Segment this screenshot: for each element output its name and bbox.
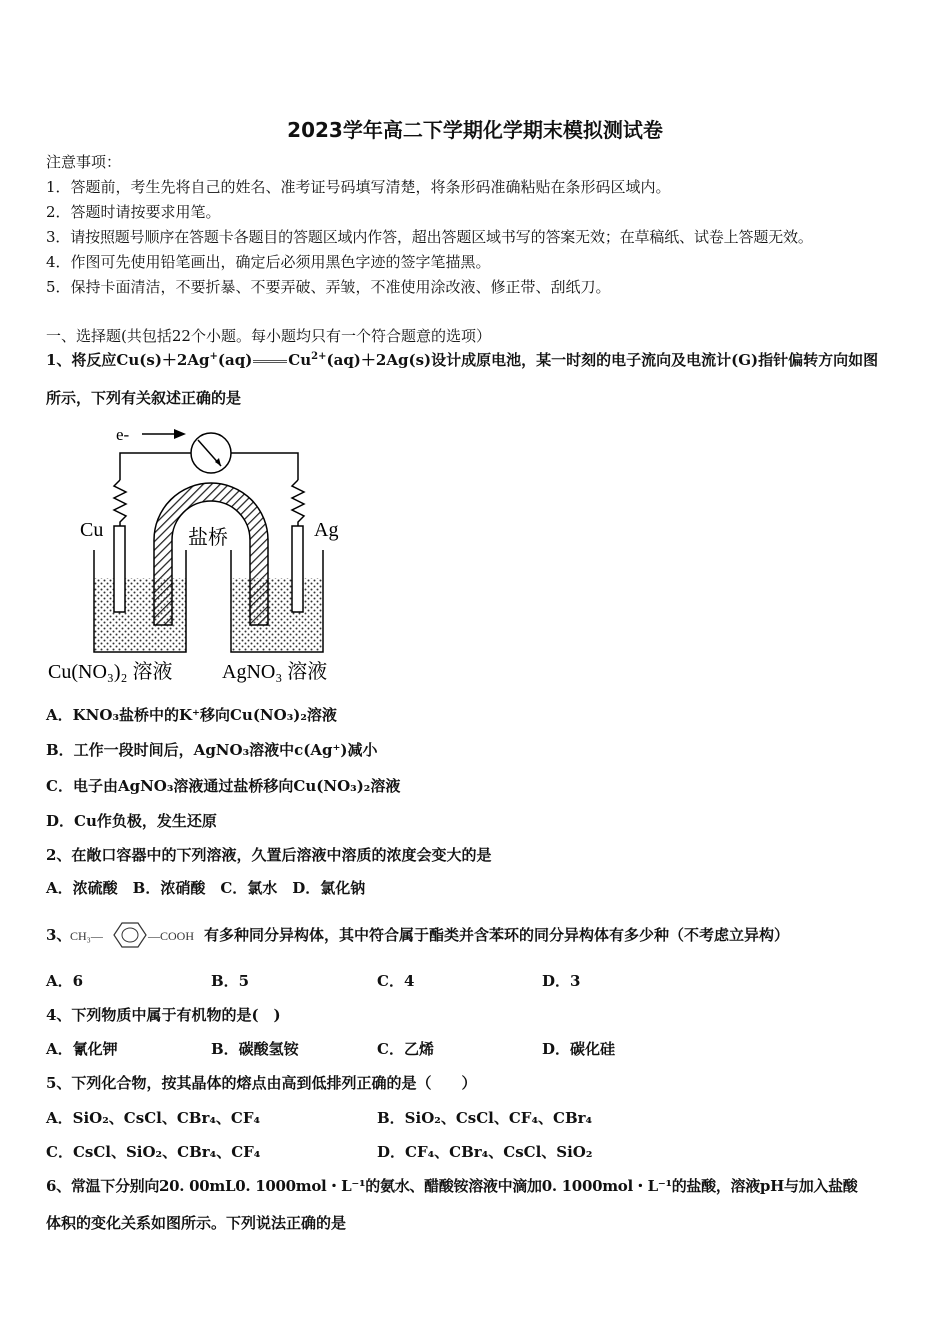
q1-option-a[interactable]: A．KNO₃盐桥中的K⁺移向Cu(NO₃)₂溶液: [46, 706, 337, 724]
q5-option-d[interactable]: D．CF₄、CBr₄、CsCl、SiO₂: [377, 1143, 593, 1161]
benzene-ring: [114, 923, 146, 947]
q3-prefix: 3、: [46, 926, 72, 944]
page-title: 2023学年高二下学期化学期末模拟测试卷: [287, 118, 663, 142]
cu-electrode: [114, 526, 125, 612]
q3-option-d[interactable]: D．3: [542, 972, 581, 990]
ag-electrode: [292, 526, 303, 612]
right-solution-label: AgNO₃ 溶液: [222, 661, 328, 683]
q5-option-b[interactable]: B．SiO₂、CsCl、CF₄、CBr₄: [377, 1109, 593, 1127]
left-solution-label: Cu(NO₃)₂ 溶液: [48, 661, 173, 683]
notice-item: 5．保持卡面清洁，不要折暴、不要弄破、弄皱，不准使用涂改液、修正带、刮纸刀。: [46, 278, 611, 296]
section-heading: 一、选择题(共包括22个小题。每小题均只有一个符合题意的选项）: [46, 327, 491, 345]
q1-stem: 1、将反应Cu(s)＋2Ag+(aq) $Cu^{2+}(aq)+2Ag(s)$设计成原电池，某一时刻的电子流向及电流计(G)指针偏转方向如图: [46, 351, 879, 369]
notice-item: 3．请按照题号顺序在答题卡各题目的答题区域内作答，超出答题区域书写的答案无效；在草稿纸、试卷上答题无效。: [46, 228, 813, 246]
q1-option-c[interactable]: C．电子由AgNO₃溶液通过盐桥移向Cu(NO₃)₂溶液: [46, 777, 401, 795]
q4-option-a[interactable]: A．氰化钾: [46, 1040, 118, 1058]
electron-label: e-: [116, 425, 130, 444]
salt-bridge-label: 盐桥: [188, 525, 228, 549]
q1-option-d[interactable]: D．Cu作负极，发生还原: [46, 812, 217, 830]
salt-bridge: [154, 483, 268, 625]
q5-stem: 5、下列化合物，按其晶体的熔点由高到低排列正确的是（ ）: [46, 1074, 477, 1092]
q4-option-c[interactable]: C．乙烯: [377, 1040, 434, 1058]
galvanometer: [191, 433, 231, 473]
q3-stem: 有多种同分异构体，其中符合属于酯类并含苯环的同分异构体有多少种（不考虑立异构）: [204, 926, 790, 944]
q3-option-c[interactable]: C．4: [377, 972, 415, 990]
q1-stem-line2: 所示，下列有关叙述正确的是: [46, 389, 242, 407]
toluic-acid-structure: [68, 920, 204, 954]
struct-left-text: CH₃—: [70, 929, 103, 943]
galvanic-cell-diagram: [46, 420, 366, 694]
q4-option-b[interactable]: B．碳酸氢铵: [211, 1040, 299, 1058]
notice-heading: 注意事项：: [46, 153, 122, 171]
q2-stem: 2、在敞口容器中的下列溶液，久置后溶液中溶质的浓度会变大的是: [46, 846, 492, 864]
q6-stem-line2: 体积的变化关系如图所示。下列说法正确的是: [46, 1214, 347, 1232]
q3-option-a[interactable]: A．6: [46, 972, 84, 990]
notice-item: 1．答题前，考生先将自己的姓名、准考证号码填写清楚，将条形码准确粘贴在条形码区域内。: [46, 178, 671, 196]
q1-option-b[interactable]: B．工作一段时间后，AgNO₃溶液中c(Ag⁺)减小: [46, 741, 378, 759]
q5-option-c[interactable]: C．CsCl、SiO₂、CBr₄、CF₄: [46, 1143, 261, 1161]
q4-stem: 4、下列物质中属于有机物的是( ): [46, 1006, 281, 1024]
notice-item: 4．作图可先使用铅笔画出，确定后必须用黑色字迹的签字笔描黑。: [46, 253, 491, 271]
struct-right-text: —COOH: [148, 929, 195, 943]
q5-option-a[interactable]: A．SiO₂、CsCl、CBr₄、CF₄: [46, 1109, 261, 1127]
notice-item: 2．答题时请按要求用笔。: [46, 203, 221, 221]
q3-option-b[interactable]: B．5: [211, 972, 250, 990]
q6-stem: 6、常温下分别向20. 00mL0. 1000mol・L⁻¹的氨水、醋酸铵溶液中滴加0. 1000mol・L⁻¹的盐酸，溶液pH与加入盐酸: [46, 1177, 858, 1195]
cu-label: Cu: [80, 519, 104, 541]
q2-options[interactable]: A．浓硫酸 B．浓硝酸 C．氯水 D．氯化钠: [46, 879, 366, 897]
ag-label: Ag: [314, 519, 339, 541]
q4-option-d[interactable]: D．碳化硅: [542, 1040, 616, 1058]
